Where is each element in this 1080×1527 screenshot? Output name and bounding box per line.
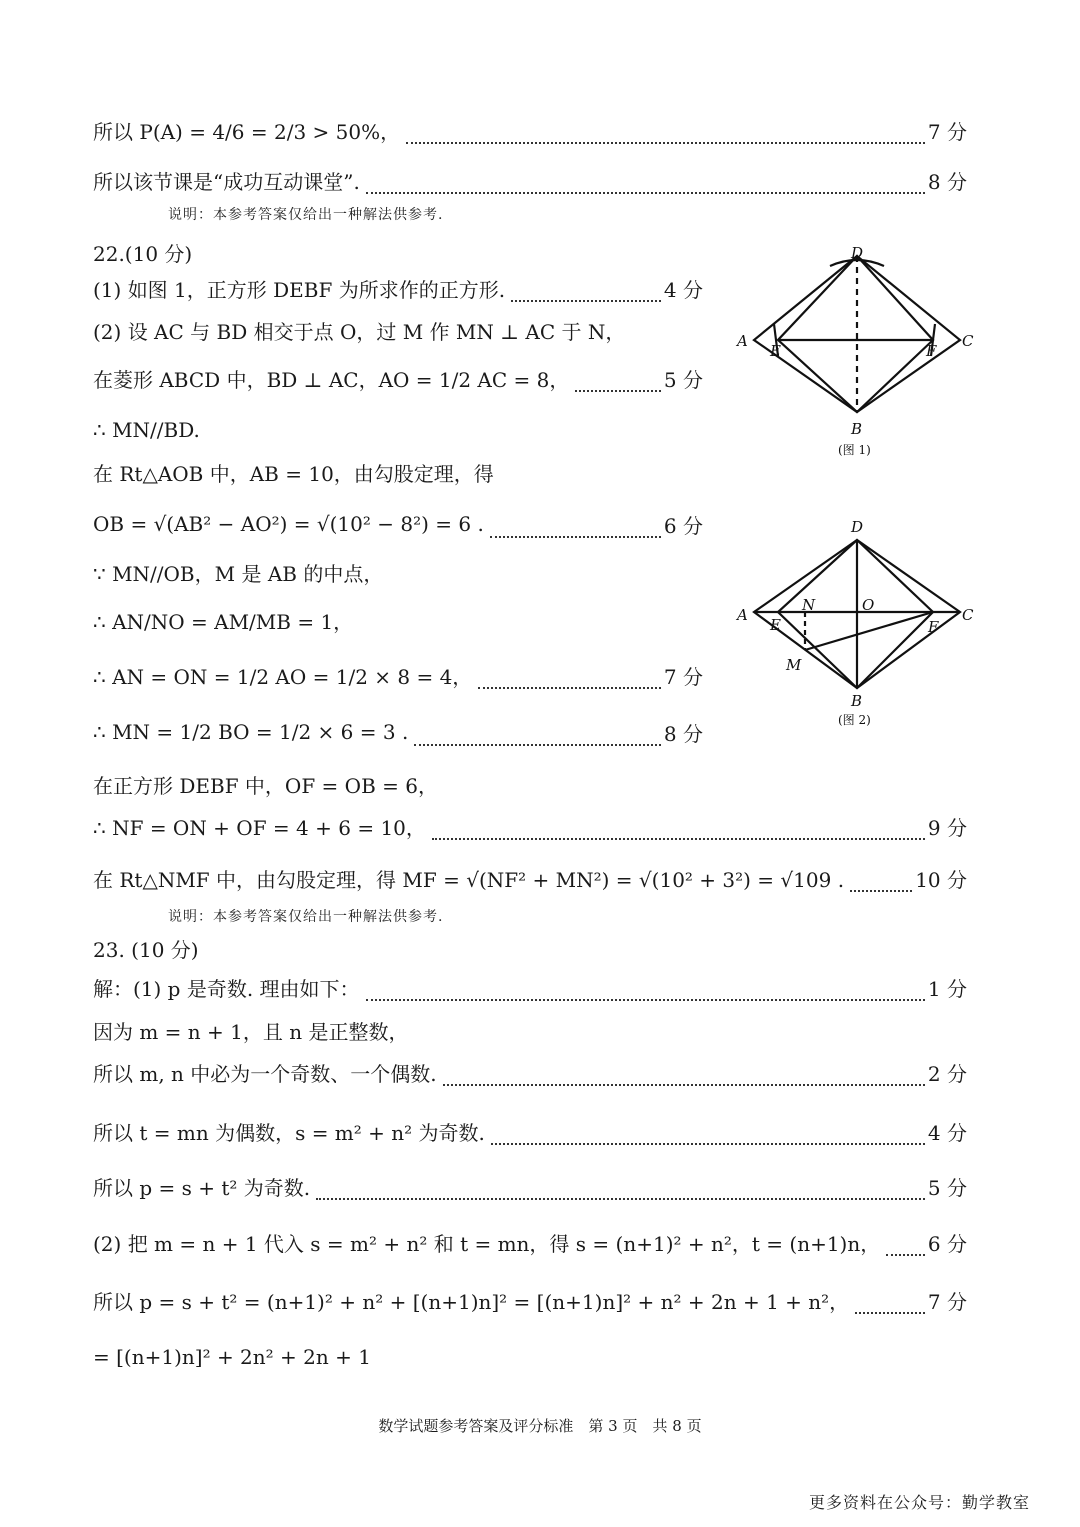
label-m: M: [786, 656, 802, 674]
leader-dots: [316, 1198, 925, 1200]
line-score: 6 分: [663, 513, 703, 538]
q23-line-8: [93, 1337, 967, 1377]
q23-line-1: [93, 967, 967, 1007]
figure-2-caption: (图 2): [838, 713, 871, 727]
line-expression: 在 Rt△NMF 中，由勾股定理，得 MF = √(NF² + MN²) = √(10² + 3²) = √109 .: [93, 867, 845, 892]
label-f: F: [926, 342, 937, 360]
q22-line-2g: [93, 600, 703, 640]
label-c: C: [962, 332, 974, 350]
q22-line-2a: [93, 310, 703, 350]
figure-1: [728, 240, 988, 465]
label-b: B: [851, 692, 863, 710]
leader-dots: [432, 838, 925, 840]
line-expression: (1) 如图 1，正方形 DEBF 为所求作的正方形.: [93, 277, 506, 302]
q23-line-7: [93, 1280, 967, 1320]
q22-line-2h: [93, 655, 703, 695]
line-expression: (2) 设 AC 与 BD 相交于点 O，过 M 作 MN ⊥ AC 于 N，: [93, 319, 626, 344]
line-score: 8 分: [663, 721, 703, 746]
line-expression: = [(n+1)n]² + 2n² + 2n + 1: [93, 1345, 371, 1369]
note-1: 说明：本参考答案仅给出一种解法供参考.: [168, 207, 444, 223]
label-c: C: [962, 606, 974, 624]
square-debf: [778, 256, 933, 412]
q22-line-2l: [93, 858, 967, 898]
leader-dots: [886, 1254, 925, 1256]
q22-line-2f: [93, 552, 703, 592]
label-n: N: [802, 596, 816, 614]
label-e: E: [770, 342, 781, 360]
label-f: F: [928, 618, 939, 636]
label-e: E: [770, 616, 781, 634]
q23-heading: 23. (10 分): [93, 938, 199, 962]
line-expression: (2) 把 m = n + 1 代入 s = m² + n² 和 t = mn，得 s = (n+1)² + n²，t = (n+1)n，: [93, 1231, 881, 1256]
line-score: 6 分: [927, 1231, 967, 1256]
answer-line-1: [93, 110, 967, 150]
q22-line-2j: [93, 764, 703, 804]
watermark: 更多资料在公众号：勤学教室: [808, 1493, 1030, 1512]
leader-dots: [850, 890, 912, 892]
q22-line-2e: [93, 504, 703, 544]
line-expression: 在菱形 ABCD 中，BD ⊥ AC，AO = 1/2 AC = 8，: [93, 367, 570, 392]
line-expression: 所以该节课是“成功互动课堂”.: [93, 169, 360, 194]
leader-dots: [575, 390, 661, 392]
line-score: 4 分: [927, 1120, 967, 1145]
line-score: 4 分: [663, 277, 703, 302]
line-expression: ∴ AN/NO = AM/MB = 1，: [93, 609, 354, 634]
q22-line-2b: [93, 358, 703, 398]
label-a: A: [737, 332, 748, 350]
line-score: 1 分: [927, 976, 967, 1001]
q22-line-2c: [93, 410, 703, 450]
answer-line-2: [93, 160, 967, 200]
line-score: 7 分: [927, 1289, 967, 1314]
line-expression: 所以 p = s + t² 为奇数.: [93, 1175, 311, 1200]
label-d: D: [851, 518, 864, 536]
line-score: 9 分: [927, 815, 967, 840]
label-d: D: [851, 244, 864, 262]
label-b: B: [851, 420, 863, 438]
line-score: 5 分: [663, 367, 703, 392]
line-expression: ∴ NF = ON + OF = 4 + 6 = 10，: [93, 815, 426, 840]
line-expression: 所以 p = s + t² = (n+1)² + n² + [(n+1)n]² = [(n+1)n]² + n² + 2n + 1 + n²，: [93, 1289, 850, 1314]
q23-line-6: [93, 1222, 967, 1262]
q22-heading: 22.(10 分): [93, 242, 193, 266]
figure-1-caption: (图 1): [838, 443, 871, 457]
q22-line-2k: [93, 806, 967, 846]
q22-line-2i: [93, 712, 703, 752]
line-expression: 解：(1) p 是奇数. 理由如下：: [93, 976, 360, 1001]
q23-line-2: [93, 1010, 967, 1050]
line-expression: ∴ MN = 1/2 BO = 1/2 × 6 = 3 .: [93, 720, 409, 744]
leader-dots: [511, 300, 661, 302]
leader-dots: [414, 744, 661, 746]
line-expression: ∴ AN = ON = 1/2 AO = 1/2 × 8 = 4，: [93, 664, 473, 689]
note-2: 说明：本参考答案仅给出一种解法供参考.: [168, 909, 444, 925]
line-expression: 所以 P(A) = 4/6 = 2/3 > 50%，: [93, 119, 401, 144]
q22-line-1: [93, 268, 703, 308]
leader-dots: [406, 142, 925, 144]
line-score: 5 分: [927, 1175, 967, 1200]
line-expression: 所以 t = mn 为偶数，s = m² + n² 为奇数.: [93, 1120, 485, 1145]
leader-dots: [491, 1143, 925, 1145]
page-footer: 数学试题参考答案及评分标准 第 3 页 共 8 页: [378, 1417, 702, 1435]
leader-dots: [490, 536, 661, 538]
line-expression: 在正方形 DEBF 中，OF = OB = 6，: [93, 773, 438, 798]
leader-dots: [855, 1312, 925, 1314]
q23-line-3: [93, 1052, 967, 1092]
q23-line-5: [93, 1166, 967, 1206]
q23-line-4: [93, 1111, 967, 1151]
line-expression: 所以 m, n 中必为一个奇数、一个偶数.: [93, 1061, 437, 1086]
q22-line-2d: [93, 452, 703, 492]
leader-dots: [366, 999, 925, 1001]
leader-dots: [366, 192, 925, 194]
label-o: O: [862, 596, 875, 614]
line-score: 7 分: [663, 664, 703, 689]
figure-2: [728, 512, 988, 732]
line-score: 8 分: [927, 169, 967, 194]
leader-dots: [478, 687, 661, 689]
line-score: 2 分: [927, 1061, 967, 1086]
line-expression: OB = √(AB² − AO²) = √(10² − 8²) = 6 .: [93, 512, 484, 536]
line-expression: ∵ MN//OB，M 是 AB 的中点，: [93, 561, 384, 586]
line-expression: 在 Rt△AOB 中，AB = 10，由勾股定理，得: [93, 461, 494, 486]
line-expression: ∴ MN//BD.: [93, 418, 200, 442]
line-score: 7 分: [927, 119, 967, 144]
line-score: 10 分: [915, 867, 967, 892]
leader-dots: [443, 1084, 925, 1086]
label-a: A: [737, 606, 748, 624]
line-expression: 因为 m = n + 1，且 n 是正整数，: [93, 1019, 409, 1044]
